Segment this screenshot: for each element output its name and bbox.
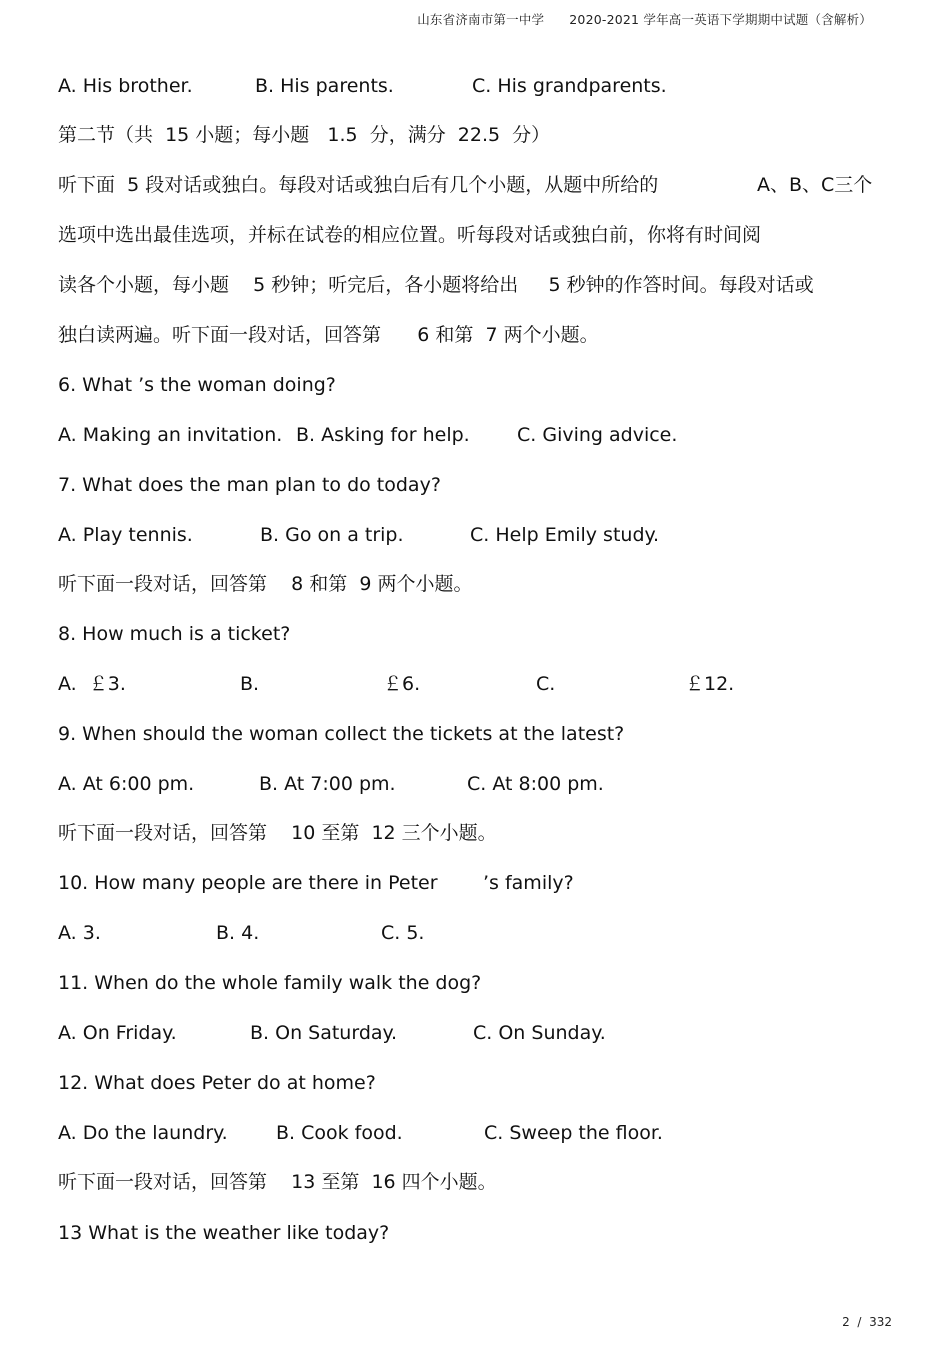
q10-option-a: A. 3. <box>58 922 101 944</box>
q8-option-a: A. ￡3. <box>58 673 126 695</box>
q6-option-b: B. Asking for help. <box>296 424 470 446</box>
page-number: 2 / 332 <box>842 1315 892 1329</box>
page-header <box>417 10 872 28</box>
q12-option-c: C. Sweep the floor. <box>484 1122 663 1144</box>
q8-option-b-value: ￡6. <box>383 673 421 695</box>
q12-option-b: B. Cook food. <box>276 1122 403 1144</box>
q6-option-c: C. Giving advice. <box>517 424 678 446</box>
q8-option-c-value: ￡12. <box>685 673 735 695</box>
q9-option-b: B. At 7:00 pm. <box>259 773 396 795</box>
header-exam-title: 2020-2021 学年高一英语下学期期中试题（含解析） <box>569 12 872 27</box>
section2-instruction-3: 读各个小题，每小题 5 秒钟；听完后，各小题将给出 5 秒钟的作答时间。每段对话或 <box>58 274 814 296</box>
section2-title: 第二节（共 15 小题；每小题 1.5 分，满分 22.5 分） <box>58 124 551 146</box>
dialog-instruction-3: 听下面一段对话，回答第 10 至第 12 三个小题。 <box>58 822 497 844</box>
q5-option-c: C. His grandparents. <box>472 75 667 97</box>
q10-option-b: B. 4. <box>216 922 260 944</box>
q9-option-c: C. At 8:00 pm. <box>467 773 604 795</box>
q5-option-a: A. His brother. <box>58 75 193 97</box>
section2-instruction-1: 听下面 5 段对话或独白。每段对话或独白后有几个小题，从题中所给的 <box>58 174 659 196</box>
q9-option-a: A. At 6:00 pm. <box>58 773 195 795</box>
q13-stem: 13 What is the weather like today? <box>58 1222 390 1244</box>
section2-instruction-2: 选项中选出最佳选项，并标在试卷的相应位置。听每段对话或独白前，你将有时间阅 <box>58 224 762 246</box>
q10-stem-tail: ’s family? <box>483 872 574 894</box>
q7-option-b: B. Go on a trip. <box>260 524 404 546</box>
q7-option-a: A. Play tennis. <box>58 524 193 546</box>
q11-option-a: A. On Friday. <box>58 1022 177 1044</box>
q7-stem: 7. What does the man plan to do today? <box>58 474 441 496</box>
q6-option-a: A. Making an invitation. <box>58 424 283 446</box>
q8-option-c-label: C. <box>536 673 556 695</box>
q6-stem: 6. What ’s the woman doing? <box>58 374 336 396</box>
q10-stem: 10. How many people are there in Peter <box>58 872 438 894</box>
q12-stem: 12. What does Peter do at home? <box>58 1072 376 1094</box>
dialog-instruction-4: 听下面一段对话，回答第 13 至第 16 四个小题。 <box>58 1171 497 1193</box>
q11-stem: 11. When do the whole family walk the dog? <box>58 972 482 994</box>
section2-instruction-1-tail: A、B、C三个 <box>757 174 873 196</box>
q9-stem: 9. When should the woman collect the tickets at the latest? <box>58 723 625 745</box>
q8-stem: 8. How much is a ticket? <box>58 623 291 645</box>
q10-option-c: C. 5. <box>381 922 425 944</box>
q12-option-a: A. Do the laundry. <box>58 1122 228 1144</box>
q8-option-b-label: B. <box>240 673 260 695</box>
section2-instruction-4: 独白读两遍。听下面一段对话，回答第 6 和第 7 两个小题。 <box>58 324 599 346</box>
q11-option-b: B. On Saturday. <box>250 1022 398 1044</box>
header-school: 山东省济南市第一中学 <box>417 12 545 27</box>
q11-option-c: C. On Sunday. <box>473 1022 606 1044</box>
q5-option-b: B. His parents. <box>255 75 394 97</box>
dialog-instruction-2: 听下面一段对话，回答第 8 和第 9 两个小题。 <box>58 573 473 595</box>
q7-option-c: C. Help Emily study. <box>470 524 660 546</box>
